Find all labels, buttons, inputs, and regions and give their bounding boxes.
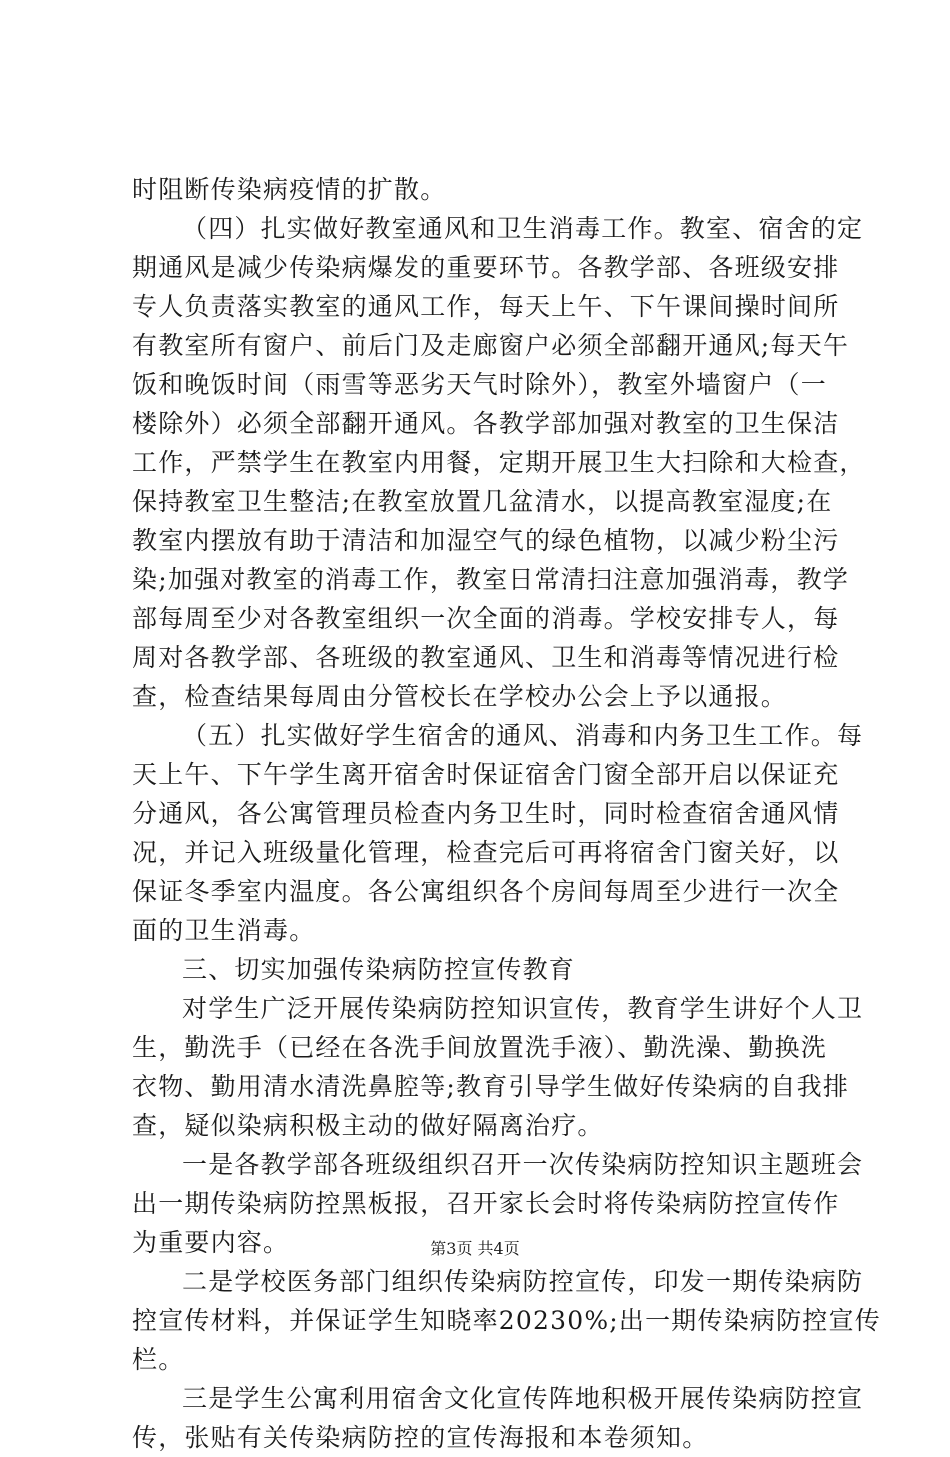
text-line: 教室内摆放有助于清洁和加湿空气的绿色植物，以减少粉尘污: [132, 526, 840, 555]
text-line: 为重要内容。: [132, 1228, 290, 1257]
text-line: 查，检查结果每周由分管校长在学校办公会上予以通报。: [132, 682, 788, 711]
text-line: 期通风是减少传染病爆发的重要环节。各教学部、各班级安排: [132, 253, 840, 282]
text-line: 分通风，各公寓管理员检查内务卫生时，同时检查宿舍通风情: [132, 799, 840, 828]
text-line: 况，并记入班级量化管理，检查完后可再将宿舍门窗关好，以: [132, 838, 840, 867]
text-line: 保持教室卫生整洁;在教室放置几盆清水，以提高教室湿度;在: [132, 487, 833, 516]
text-line: （四）扎实做好教室通风和卫生消毒工作。教室、宿舍的定: [182, 214, 864, 243]
text-line: 衣物、勤用清水清洗鼻腔等;教育引导学生做好传染病的自我排: [132, 1072, 850, 1101]
text-line: 三是学生公寓利用宿舍文化宣传阵地积极开展传染病防控宣: [182, 1384, 864, 1413]
text-line: 一是各教学部各班级组织召开一次传染病防控知识主题班会: [182, 1150, 864, 1179]
text-line: 生，勤洗手（已经在各洗手间放置洗手液）、勤洗澡、勤换洗: [132, 1033, 827, 1062]
text-line: 三、切实加强传染病防控宣传教育: [182, 955, 576, 984]
text-line: 传，张贴有关传染病防控的宣传海报和本卷须知。: [132, 1423, 709, 1452]
text-line: 周对各教学部、各班级的教室通风、卫生和消毒等情况进行检: [132, 643, 840, 672]
text-line: 查，疑似染病积极主动的做好隔离治疗。: [132, 1111, 604, 1140]
text-line: 有教室所有窗户、前后门及走廊窗户必须全部翻开通风;每天午: [132, 331, 850, 360]
text-line: 对学生广泛开展传染病防控知识宣传，教育学生讲好个人卫: [182, 994, 864, 1023]
text-line: 楼除外）必须全部翻开通风。各教学部加强对教室的卫生保洁: [132, 409, 840, 438]
text-line: 工作，严禁学生在教室内用餐，定期开展卫生大扫除和大检查，: [132, 448, 866, 477]
text-line: 控宣传材料，并保证学生知晓率20230%;出一期传染病防控宣传: [132, 1306, 881, 1335]
text-line: 保证冬季室内温度。各公寓组织各个房间每周至少进行一次全: [132, 877, 840, 906]
text-line: 栏。: [132, 1345, 185, 1374]
text-line: 染;加强对教室的消毒工作，教室日常清扫注意加强消毒，教学: [132, 565, 850, 594]
text-line: 二是学校医务部门组织传染病防控宣传，印发一期传染病防: [182, 1267, 864, 1296]
text-line: 专人负责落实教室的通风工作，每天上午、下午课间操时间所: [132, 292, 840, 321]
text-line: 天上午、下午学生离开宿舍时保证宿舍门窗全部开启以保证充: [132, 760, 840, 789]
page-footer: 第3页 共4页: [430, 1239, 520, 1258]
document-body: [132, 170, 881, 1457]
text-line: 面的卫生消毒。: [132, 916, 316, 945]
text-line: 出一期传染病防控黑板报，召开家长会时将传染病防控宣传作: [132, 1189, 840, 1218]
text-line: 饭和晚饭时间（雨雪等恶劣天气时除外），教室外墙窗户（一: [132, 370, 827, 399]
text-line: 时阻断传染病疫情的扩散。: [132, 175, 447, 204]
text-line: （五）扎实做好学生宿舍的通风、消毒和内务卫生工作。每: [182, 721, 864, 750]
text-line: 部每周至少对各教室组织一次全面的消毒。学校安排专人，每: [132, 604, 840, 633]
